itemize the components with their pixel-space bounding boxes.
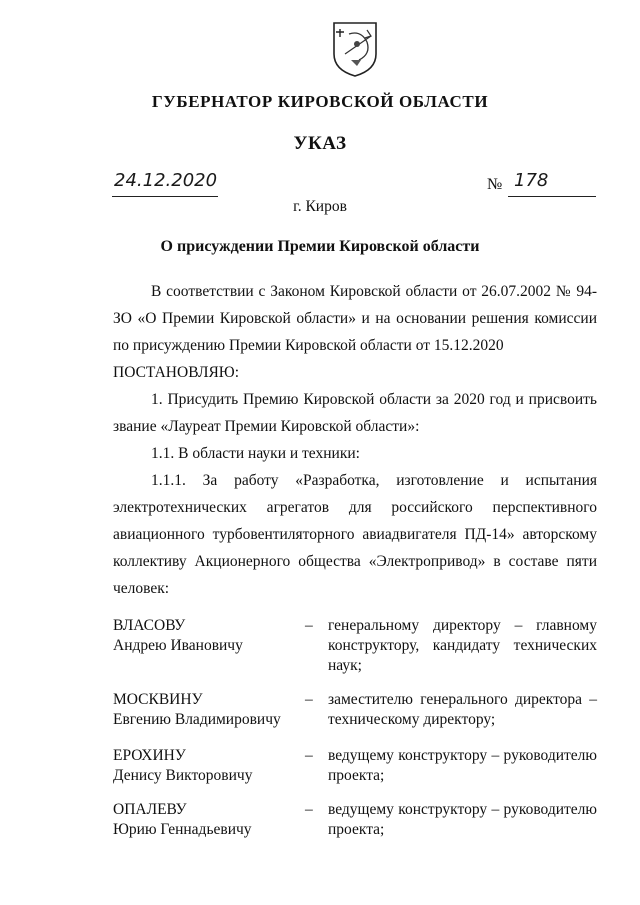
person-surname: МОСКВИНУ <box>113 691 203 708</box>
number-line <box>508 172 596 197</box>
person-role: ведущему конструктору – руководителю проекта; <box>328 801 597 838</box>
person-role: генеральному директору – главному конструктору, кандидату технических наук; <box>328 617 597 674</box>
person-given-names: Андрею Ивановичу <box>113 637 243 654</box>
decree-body <box>113 278 597 602</box>
list-item <box>113 800 597 850</box>
city: г. Киров <box>293 198 347 215</box>
dash: – <box>305 691 313 708</box>
preamble-paragraph: В соответствии с Законом Кировской области от 26.07.2002 № 94-ЗО «О Премии Кировской области» и на основании решения комиссии по присуждению Премии Кировской области от 15.12.2020 <box>113 283 597 354</box>
list-item <box>113 690 597 746</box>
person-given-names: Юрию Геннадьевичу <box>113 821 252 838</box>
number-label: № <box>487 176 503 193</box>
person-role: ведущему конструктору – руководителю проекта; <box>328 747 597 784</box>
decree-date: 24.12.2020 <box>114 170 218 191</box>
person-surname: ОПАЛЕВУ <box>113 801 187 818</box>
clause-1-1: 1.1. В области науки и техники: <box>151 445 360 462</box>
kirov-coat-of-arms-icon <box>331 20 379 78</box>
person-surname: ВЛАСОВУ <box>113 617 186 634</box>
person-name <box>113 800 293 840</box>
person-surname: ЕРОХИНУ <box>113 747 186 764</box>
document-type: УКАЗ <box>293 133 347 154</box>
decree-subject: О присуждении Премии Кировской области <box>160 238 480 255</box>
person-given-names: Евгению Владимировичу <box>113 711 281 728</box>
person-name <box>113 616 293 656</box>
list-item <box>113 746 597 800</box>
dash: – <box>305 801 313 818</box>
resolve-word: ПОСТАНОВЛЯЮ: <box>113 364 240 381</box>
decree-number: 178 <box>514 170 549 191</box>
date-line <box>112 172 218 197</box>
dash: – <box>305 747 313 764</box>
authority-title: ГУБЕРНАТОР КИРОВСКОЙ ОБЛАСТИ <box>151 92 489 111</box>
laureates-list <box>113 616 597 850</box>
list-item <box>113 616 597 690</box>
person-role: заместителю генерального директора – техническому директору; <box>328 691 597 728</box>
person-name <box>113 690 293 730</box>
clause-1-1-1: 1.1.1. За работу «Разработка, изготовление и испытания электротехнических агрегатов для российского перспективного авиационного турбовентиляторного авиадвигателя ПД-14» авторскому коллективу Акционерного общества «Электропривод» в составе пяти человек: <box>113 472 597 597</box>
person-given-names: Денису Викторовичу <box>113 767 253 784</box>
dash: – <box>305 617 313 634</box>
person-name <box>113 746 293 786</box>
clause-1: 1. Присудить Премию Кировской области за 2020 год и присвоить звание «Лауреат Премии Кировской области»: <box>113 391 597 435</box>
